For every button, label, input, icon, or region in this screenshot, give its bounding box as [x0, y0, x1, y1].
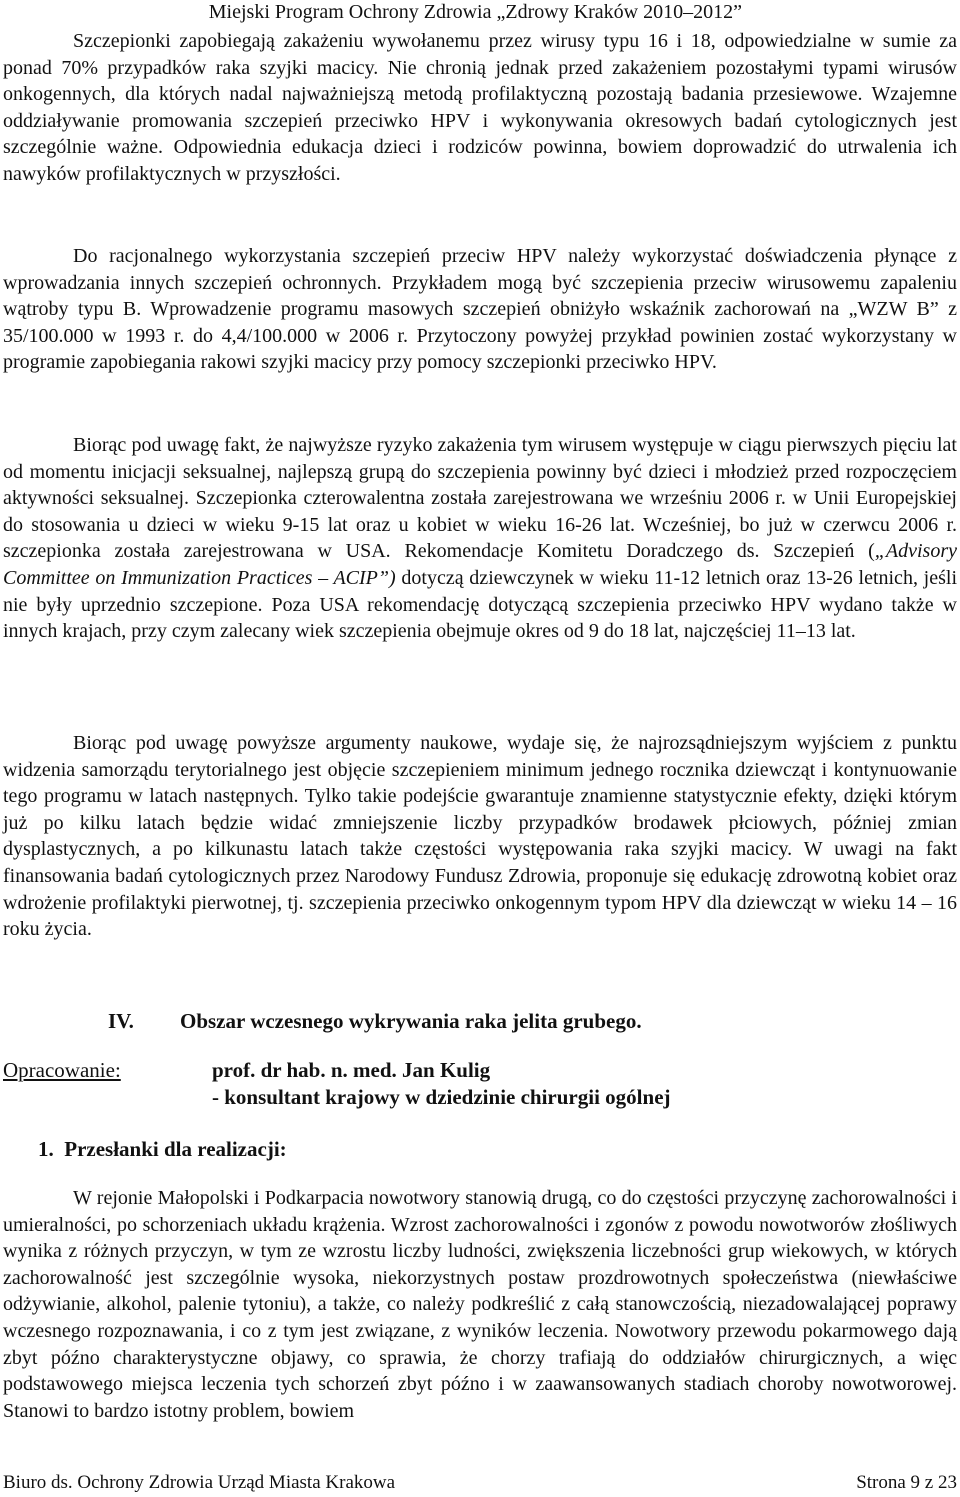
footer-office: Biuro ds. Ochrony Zdrowia Urząd Miasta Krakowa	[3, 1472, 396, 1493]
acip-italic-text: „Advisory Committee on Immunization Practices – ACIP”)	[3, 540, 957, 589]
section-number: IV.	[108, 1009, 134, 1033]
author-role: - konsultant krajowy w dziedzinie chirurgii ogólnej	[212, 1085, 671, 1109]
page-header: Miejski Program Ochrony Zdrowia „Zdrowy Kraków 2010–2012”	[208, 1, 742, 23]
paragraph-vaccines-prevention: Szczepionki zapobiegają zakażeniu wywołanemu przez wirusy typu 16 i 18, odpowiedzialne w sumie za ponad 70% przypadków raka szyjki macicy. Nie chronią jednak przed zakażeniem pozostałymi typami wirusów onkogennych, dla których nadal najważniejszą metodą profilaktyczną pozostają badania przesiewowe. Wzajemne oddziaływanie promowania szczepień przeciwko HPV i wykonywania okresowych badań cytologicznych jest szczególnie ważne. Odpowiednia edukacja dzieci i rodziców powinna, bowiem doprowadzić do utrwalenia ich nawyków profilaktycznych w przyszłości.	[3, 30, 957, 185]
paragraph-age-groups-text-a: Biorąc pod uwagę fakt, że najwyższe ryzyko zakażenia tym wirusem występuje w ciągu pierwszych pięciu lat od momentu inicjacji seksualnej, najlepszą grupą do szczepienia powinny być dzieci i młodzież przed rozpoczęciem aktywności seksualnej. Szczepionka czterowalentna została zarejestrowana we wrześniu 2006 r. w Unii Europejskiej do stosowania u dzieci w wieku 9-15 lat oraz u kobiet w wieku 16-26 lat. Wcześniej, bo już w czerwcu 2006 r. szczepionka została zarejestrowana w USA. Rekomendacje Komitetu Doradczego ds. Szczepień (	[3, 434, 957, 563]
subsection-title: 1. Przesłanki dla realizacji:	[38, 1137, 287, 1161]
paragraph-age-groups	[3, 432, 957, 645]
section-title: Obszar wczesnego wykrywania raka jelita grubego.	[180, 1009, 642, 1033]
footer-page-number: Strona 9 z 23	[856, 1472, 957, 1493]
paragraph-rational-use: Do racjonalnego wykorzystania szczepień przeciw HPV należy wykorzystać doświadczenia płynące z wprowadzania innych szczepień ochronnych. Przykładem mogą być szczepienia przeciw wirusowemu zapaleniu wątroby typu B. Wprowadzenie programu masowych szczepień obniżyło wskaźnik zachorowań na „WZW B” z 35/100.000 w 1993 r. do 4,4/100.000 w 2006 r. Przytoczony powyżej przykład powinien zostać wykorzystany w programie zapobiegania rakowi szyjki macicy przy pomocy szczepionki przeciwko HPV.	[3, 245, 957, 374]
paragraph-region-cancer: W rejonie Małopolski i Podkarpacia nowotwory stanowią drugą, co do częstości przyczynę zachorowalności i umieralności, po schorzeniach układu krążenia. Wzrost zachorowalności i zgonów z powodu nowotworów złośliwych wynika z różnych przyczyn, w tym ze wzrostu liczby ludności, zwiększenia liczebności grup wiekowych, w których zachorowalność jest szczególnie wysoka, niekorzystnych postaw prozdrowotnych społeczeństwa (niewłaściwe odżywianie, alkohol, palenie tytoniu), a także, co należy podkreślić z całą stanowczością, niezadowalającej poprawy wczesnego rozpoznawania, i co z tym jest związane, z wyników leczenia. Nowotwory przewodu pokarmowego dają zbyt późno charakterystyczne objawy, co sprawia, że chorzy trafiają do oddziałów chirurgicznych, a więc podstawowego miejsca leczenia tych schorzeń zbyt późno i w zaawansowanych stadiach choroby nowotworowej. Stanowi to bardzo istotny problem, bowiem	[3, 1187, 957, 1422]
paragraph-arguments: Biorąc pod uwagę powyższe argumenty naukowe, wydaje się, że najrozsądniejszym wyjściem z punktu widzenia samorządu terytorialnego jest objęcie szczepieniem minimum jednego rocznika dziewcząt i kontynuowanie tego programu w latach następnych. Tylko takie podejście gwarantuje znamienne statystycznie efekty, dzięki którym już po kilku latach będzie widać zmniejszenie liczby przypadków brodawek płciowych, później zmian dysplastycznych, a po kilkunastu latach także częstości występowania raka szyjki macicy. W uwagi na fakt finansowania badań cytologicznych przez Narodowy Fundusz Zdrowia, proponuje się edukację zdrowotną kobiet oraz wdrożenie profilaktyki pierwotnej, tj. szczepienia przeciwko onkogennym typom HPV dla dziewcząt w wieku 14 – 16 roku życia.	[3, 732, 957, 941]
paragraph-age-groups-text-b: dotyczą dziewczynek w wieku 11-12 letnich oraz 13-26 letnich, jeśli nie były uprzednio szczepione. Poza USA rekomendację dotyczącą szczepienia przeciwko HPV wydano także w innych krajach, przy czym zalecany wiek szczepienia obejmuje okres od 9 do 18 lat, najczęściej 11–13 lat.	[3, 566, 957, 643]
author-label: Opracowanie:	[3, 1058, 121, 1082]
author-name: prof. dr hab. n. med. Jan Kulig	[212, 1058, 491, 1082]
